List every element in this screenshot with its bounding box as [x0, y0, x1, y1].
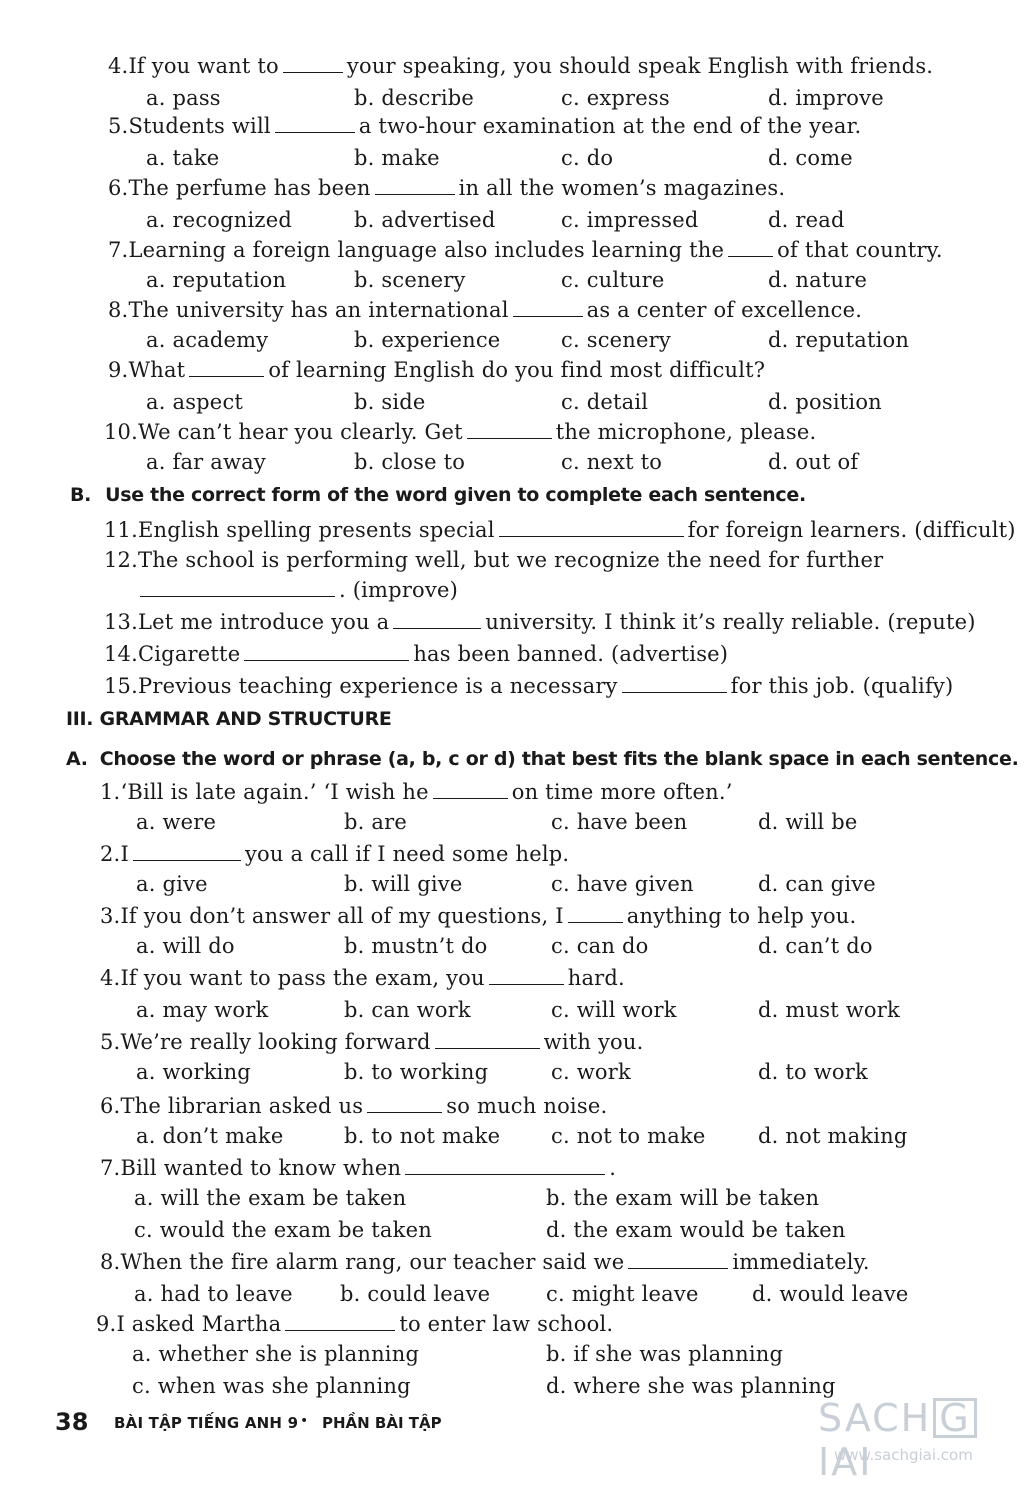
answer-option[interactable]: b. side — [354, 390, 426, 414]
answer-blank[interactable] — [140, 580, 335, 597]
question-g6 — [100, 1094, 607, 1118]
answer-option[interactable]: b. to not make — [344, 1124, 501, 1148]
question-text-end: as a center of excellence. — [586, 298, 863, 322]
answer-blank[interactable] — [568, 906, 623, 923]
answer-option[interactable]: a. had to leave — [134, 1282, 293, 1306]
question-text-end: for foreign learners. (difficult) — [687, 518, 1016, 542]
question-q12b — [136, 578, 458, 602]
question-number: 3. — [100, 904, 121, 928]
question-text: Previous teaching experience is a necessary — [138, 674, 618, 698]
question-q4v — [108, 54, 933, 78]
question-g7 — [100, 1156, 616, 1180]
question-q11 — [104, 518, 1016, 542]
question-q9v — [108, 358, 765, 382]
answer-option[interactable]: a. don’t make — [136, 1124, 284, 1148]
answer-blank[interactable] — [393, 612, 481, 629]
footer-part: PHẦN BÀI TẬP — [322, 1414, 442, 1432]
answer-option[interactable]: c. would the exam be taken — [134, 1218, 432, 1242]
answer-option[interactable]: b. could leave — [340, 1282, 491, 1306]
question-number: 11. — [104, 518, 138, 542]
answer-option[interactable]: a. pass — [146, 86, 221, 110]
answer-blank[interactable] — [435, 1032, 540, 1049]
answer-option[interactable]: d. the exam would be taken — [546, 1218, 846, 1242]
section-a-heading: A. Choose the word or phrase (a, b, c or d) that best fits the blank space in each sentence. — [66, 748, 1019, 770]
question-q12 — [104, 548, 883, 572]
answer-option[interactable]: a. recognized — [146, 208, 292, 232]
answer-option[interactable]: d. come — [768, 146, 853, 170]
question-text: English spelling presents special — [138, 518, 495, 542]
question-g5 — [100, 1030, 643, 1054]
answer-option[interactable]: a. reputation — [146, 268, 287, 292]
question-text-end: immediately. — [732, 1250, 870, 1274]
question-text: If you want to pass the exam, you — [120, 966, 485, 990]
question-text-end: hard. — [567, 966, 625, 990]
logo-wordmark: SACH GIAI — [818, 1396, 1018, 1484]
question-g1 — [100, 780, 733, 804]
logo-url: www.sachgiai.com — [834, 1446, 973, 1464]
answer-option[interactable]: c. next to — [561, 450, 663, 474]
question-number: 2. — [100, 842, 121, 866]
question-number: 5. — [108, 114, 129, 138]
answer-blank[interactable] — [405, 1158, 605, 1175]
question-number: 8. — [108, 298, 129, 322]
book-title: BÀI TẬP TIẾNG ANH 9 — [114, 1414, 299, 1432]
question-text: Students will — [128, 114, 271, 138]
question-q8v — [108, 298, 862, 322]
question-text-end: a two-hour examination at the end of the year. — [358, 114, 862, 138]
question-text: I asked Martha — [116, 1312, 282, 1336]
question-text-end: your speaking, you should speak English with friends. — [346, 54, 934, 78]
question-text-end: so much noise. — [446, 1094, 608, 1118]
answer-option[interactable]: d. must work — [758, 998, 900, 1022]
question-q7v — [108, 238, 943, 262]
answer-blank[interactable] — [367, 1096, 442, 1113]
answer-option[interactable]: c. might leave — [546, 1282, 699, 1306]
question-text: Learning a foreign language also includes learning the — [128, 238, 725, 262]
answer-option[interactable]: b. mustn’t do — [344, 934, 488, 958]
answer-option[interactable]: c. not to make — [551, 1124, 706, 1148]
question-text: I — [120, 842, 129, 866]
answer-option[interactable]: a. were — [136, 810, 217, 834]
question-text-end: of that country. — [777, 238, 943, 262]
answer-option[interactable]: a. academy — [146, 328, 269, 352]
answer-option[interactable]: c. when was she planning — [132, 1374, 411, 1398]
page-number: 38 — [55, 1408, 89, 1436]
answer-blank[interactable] — [133, 844, 241, 861]
answer-option[interactable]: c. have been — [551, 810, 688, 834]
answer-blank[interactable] — [275, 116, 355, 133]
question-number: 14. — [104, 642, 138, 666]
answer-blank[interactable] — [622, 676, 727, 693]
answer-option[interactable]: d. will be — [758, 810, 858, 834]
answer-option[interactable]: c. detail — [561, 390, 649, 414]
question-text-end: for this job. (qualify) — [730, 674, 954, 698]
question-text: What — [128, 358, 186, 382]
answer-option[interactable]: b. will give — [344, 872, 463, 896]
question-number: 5. — [100, 1030, 121, 1054]
answer-option[interactable]: c. do — [561, 146, 614, 170]
answer-blank[interactable] — [513, 300, 583, 317]
question-q6v — [108, 176, 785, 200]
question-number: 7. — [108, 238, 129, 262]
question-text-end: to enter law school. — [399, 1312, 614, 1336]
answer-option[interactable]: a. aspect — [146, 390, 244, 414]
answer-option[interactable]: a. give — [136, 872, 208, 896]
question-text-end: the microphone, please. — [555, 420, 817, 444]
question-q5v — [108, 114, 861, 138]
question-g3 — [100, 904, 856, 928]
answer-option[interactable]: a. whether she is planning — [132, 1342, 420, 1366]
answer-blank[interactable] — [433, 782, 508, 799]
question-text: We can’t hear you clearly. Get — [138, 420, 463, 444]
answer-option[interactable]: c. culture — [561, 268, 665, 292]
question-text-end: you a call if I need some help. — [244, 842, 570, 866]
question-number: 13. — [104, 610, 138, 634]
question-text-end: in all the women’s magazines. — [458, 176, 786, 200]
question-text: Bill wanted to know when — [120, 1156, 402, 1180]
answer-option[interactable]: d. read — [768, 208, 845, 232]
answer-option[interactable]: a. working — [136, 1060, 251, 1084]
answer-blank[interactable] — [189, 360, 264, 377]
answer-blank[interactable] — [283, 56, 343, 73]
answer-option[interactable]: b. if she was planning — [546, 1342, 784, 1366]
answer-option[interactable]: b. the exam will be taken — [546, 1186, 820, 1210]
answer-option[interactable]: d. can give — [758, 872, 876, 896]
question-text: The perfume has been — [128, 176, 371, 200]
answer-option[interactable]: d. not making — [758, 1124, 908, 1148]
question-number: 6. — [108, 176, 129, 200]
question-text: ‘Bill is late again.’ ‘I wish he — [120, 780, 429, 804]
answer-option[interactable]: c. can do — [551, 934, 649, 958]
question-number: 4. — [100, 966, 121, 990]
answer-option[interactable]: b. close to — [354, 450, 466, 474]
answer-option[interactable]: a. may work — [136, 998, 269, 1022]
answer-option[interactable]: b. scenery — [354, 268, 466, 292]
section-iii-heading: III. GRAMMAR AND STRUCTURE — [66, 708, 392, 730]
footer-bullet: • — [300, 1413, 309, 1429]
question-number: 10. — [104, 420, 138, 444]
answer-option[interactable]: d. where she was planning — [546, 1374, 836, 1398]
answer-option[interactable]: c. scenery — [561, 328, 671, 352]
question-text: If you don’t answer all of my questions, I — [120, 904, 564, 928]
question-g2 — [100, 842, 569, 866]
question-text-end: with you. — [543, 1030, 644, 1054]
answer-blank[interactable] — [628, 1252, 728, 1269]
question-number: 9. — [96, 1312, 117, 1336]
answer-option[interactable]: c. have given — [551, 872, 694, 896]
answer-option[interactable]: a. will do — [136, 934, 235, 958]
sachgiai-logo — [818, 1396, 1018, 1484]
section-b-heading: B. Use the correct form of the word given to complete each sentence. — [70, 484, 806, 506]
answer-blank[interactable] — [499, 520, 684, 537]
answer-option[interactable]: d. can’t do — [758, 934, 873, 958]
question-number: 15. — [104, 674, 138, 698]
answer-option[interactable]: d. position — [768, 390, 882, 414]
answer-option[interactable]: d. out of — [768, 450, 859, 474]
answer-option[interactable]: d. reputation — [768, 328, 910, 352]
question-text: If you want to — [128, 54, 279, 78]
question-q15 — [104, 674, 953, 698]
question-number: 6. — [100, 1094, 121, 1118]
answer-blank[interactable] — [728, 240, 773, 257]
answer-option[interactable]: c. work — [551, 1060, 631, 1084]
answer-option[interactable]: a. far away — [146, 450, 266, 474]
answer-option[interactable]: a. take — [146, 146, 220, 170]
answer-option[interactable]: b. can work — [344, 998, 471, 1022]
question-text-end: university. I think it’s really reliable. (repute) — [485, 610, 976, 634]
answer-option[interactable]: d. improve — [768, 86, 884, 110]
question-q13 — [104, 610, 976, 634]
answer-option[interactable]: b. are — [344, 810, 407, 834]
answer-blank[interactable] — [375, 178, 455, 195]
question-g9 — [96, 1312, 613, 1336]
question-g4 — [100, 966, 625, 990]
question-text-end: anything to help you. — [626, 904, 857, 928]
question-text: The university has an international — [128, 298, 509, 322]
question-g8 — [100, 1250, 870, 1274]
answer-blank[interactable] — [467, 422, 552, 439]
answer-option[interactable]: d. would leave — [752, 1282, 909, 1306]
question-number: 1. — [100, 780, 121, 804]
question-text-end: . — [609, 1156, 617, 1180]
question-number: 4. — [108, 54, 129, 78]
question-number: 7. — [100, 1156, 121, 1180]
answer-option[interactable]: c. express — [561, 86, 670, 110]
answer-blank[interactable] — [285, 1314, 395, 1331]
question-text: Let me introduce you a — [138, 610, 390, 634]
question-number: 8. — [100, 1250, 121, 1274]
question-text-end: has been banned. (advertise) — [413, 642, 729, 666]
answer-option[interactable]: c. impressed — [561, 208, 699, 232]
question-text: We’re really looking forward — [120, 1030, 431, 1054]
question-number: 9. — [108, 358, 129, 382]
answer-option[interactable]: b. advertised — [354, 208, 496, 232]
question-text-end: of learning English do you find most difficult? — [268, 358, 766, 382]
question-text: The school is performing well, but we recognize the need for further — [138, 548, 884, 572]
answer-option[interactable]: b. describe — [354, 86, 475, 110]
question-number: 12. — [104, 548, 138, 572]
answer-blank[interactable] — [244, 644, 409, 661]
answer-option[interactable]: a. will the exam be taken — [134, 1186, 407, 1210]
question-q14 — [104, 642, 728, 666]
answer-blank[interactable] — [489, 968, 564, 985]
answer-option[interactable]: b. experience — [354, 328, 501, 352]
answer-option[interactable]: b. make — [354, 146, 440, 170]
question-text-end: . (improve) — [339, 578, 458, 602]
answer-option[interactable]: b. to working — [344, 1060, 489, 1084]
question-text-end: on time more often.’ — [511, 780, 733, 804]
answer-option[interactable]: d. nature — [768, 268, 868, 292]
answer-option[interactable]: d. to work — [758, 1060, 868, 1084]
question-q10v — [104, 420, 816, 444]
question-text: When the fire alarm rang, our teacher said we — [120, 1250, 625, 1274]
question-text: The librarian asked us — [120, 1094, 364, 1118]
answer-option[interactable]: c. will work — [551, 998, 677, 1022]
question-text: Cigarette — [138, 642, 241, 666]
